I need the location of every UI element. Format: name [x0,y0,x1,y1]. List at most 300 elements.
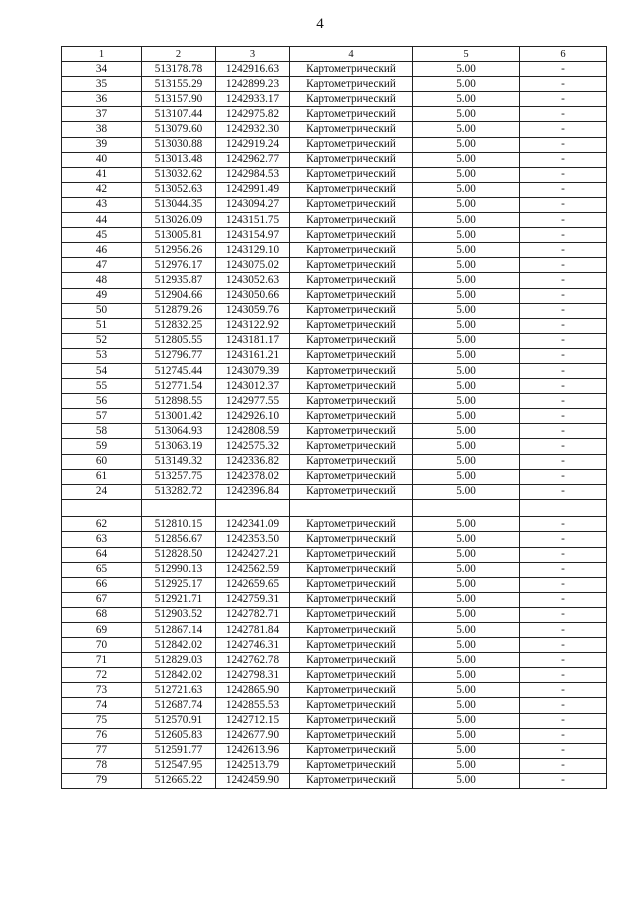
table-row [62,137,607,152]
accuracy-cell: 5.00 [413,758,520,773]
x-coordinate-cell: 513155.29 [142,77,216,92]
point-number-cell: 77 [62,743,142,758]
accuracy-cell: 5.00 [413,62,520,77]
y-coordinate-cell: 1243079.39 [216,363,290,378]
x-coordinate-cell: 513032.62 [142,167,216,182]
method-cell: Картометрический [290,318,413,333]
y-coordinate-cell: 1242855.53 [216,698,290,713]
table-row [62,77,607,92]
x-coordinate-cell: 513030.88 [142,137,216,152]
x-coordinate-cell: 512898.55 [142,394,216,409]
table-row [62,653,607,668]
note-cell: - [520,728,607,743]
point-number-cell: 61 [62,469,142,484]
x-coordinate-cell: 512904.66 [142,288,216,303]
accuracy-cell: 5.00 [413,424,520,439]
method-cell: Картометрический [290,152,413,167]
y-coordinate-cell: 1242562.59 [216,562,290,577]
method-cell: Картометрический [290,258,413,273]
table-row [62,698,607,713]
table-row [62,424,607,439]
method-cell: Картометрический [290,562,413,577]
accuracy-cell: 5.00 [413,77,520,92]
accuracy-cell: 5.00 [413,698,520,713]
note-cell: - [520,773,607,788]
point-number-cell: 39 [62,137,142,152]
method-cell: Картометрический [290,638,413,653]
method-cell: Картометрический [290,348,413,363]
note-cell: - [520,197,607,212]
note-cell: - [520,182,607,197]
x-coordinate-cell: 512935.87 [142,273,216,288]
accuracy-cell: 5.00 [413,333,520,348]
y-coordinate-cell: 1242919.24 [216,137,290,152]
y-coordinate-cell: 1242865.90 [216,683,290,698]
table-row [62,758,607,773]
point-number-cell: 36 [62,92,142,107]
x-coordinate-cell: 512796.77 [142,348,216,363]
accuracy-cell: 5.00 [413,167,520,182]
y-coordinate-cell: 1243012.37 [216,379,290,394]
accuracy-cell: 5.00 [413,532,520,547]
table-row [62,303,607,318]
method-cell: Картометрический [290,363,413,378]
x-coordinate-cell: 513107.44 [142,107,216,122]
note-cell: - [520,607,607,622]
x-coordinate-cell: 512842.02 [142,668,216,683]
table-row [62,152,607,167]
x-coordinate-cell: 512605.83 [142,728,216,743]
accuracy-cell: 5.00 [413,638,520,653]
accuracy-cell: 5.00 [413,213,520,228]
note-cell: - [520,228,607,243]
x-coordinate-cell: 512903.52 [142,607,216,622]
note-cell: - [520,743,607,758]
y-coordinate-cell: 1242513.79 [216,758,290,773]
y-coordinate-cell: 1242798.31 [216,668,290,683]
method-cell: Картометрический [290,107,413,122]
point-number-cell: 24 [62,484,142,499]
table-row [62,243,607,258]
point-number-cell: 46 [62,243,142,258]
point-number-cell: 79 [62,773,142,788]
accuracy-cell: 5.00 [413,182,520,197]
table-row [62,273,607,288]
accuracy-cell [413,499,520,517]
point-number-cell: 73 [62,683,142,698]
note-cell [520,499,607,517]
y-coordinate-cell: 1242378.02 [216,469,290,484]
table-row [62,547,607,562]
note-cell: - [520,424,607,439]
note-cell: - [520,348,607,363]
table-row [62,638,607,653]
method-cell: Картометрический [290,213,413,228]
x-coordinate-cell: 512842.02 [142,638,216,653]
accuracy-cell: 5.00 [413,122,520,137]
note-cell: - [520,288,607,303]
note-cell: - [520,318,607,333]
point-number-cell: 65 [62,562,142,577]
y-coordinate-cell: 1242933.17 [216,92,290,107]
method-cell: Картометрический [290,197,413,212]
x-coordinate-cell: 512990.13 [142,562,216,577]
column-header-5: 5 [413,47,520,62]
y-coordinate-cell: 1242353.50 [216,532,290,547]
column-header-4: 4 [290,47,413,62]
y-coordinate-cell: 1242916.63 [216,62,290,77]
point-number-cell: 63 [62,532,142,547]
y-coordinate-cell: 1242975.82 [216,107,290,122]
accuracy-cell: 5.00 [413,773,520,788]
accuracy-cell: 5.00 [413,228,520,243]
method-cell: Картометрический [290,743,413,758]
y-coordinate-cell: 1242746.31 [216,638,290,653]
table-row [62,228,607,243]
table-header [62,47,607,62]
x-coordinate-cell: 512805.55 [142,333,216,348]
point-number-cell: 48 [62,273,142,288]
table-row [62,484,607,499]
x-coordinate-cell: 513079.60 [142,122,216,137]
method-cell: Картометрический [290,228,413,243]
note-cell: - [520,62,607,77]
column-header-1: 1 [62,47,142,62]
table-row [62,258,607,273]
x-coordinate-cell: 512810.15 [142,517,216,532]
note-cell: - [520,547,607,562]
method-cell: Картометрический [290,547,413,562]
point-number-cell: 51 [62,318,142,333]
method-cell [290,499,413,517]
point-number-cell [62,499,142,517]
method-cell: Картометрический [290,728,413,743]
point-number-cell: 71 [62,653,142,668]
note-cell: - [520,454,607,469]
accuracy-cell: 5.00 [413,273,520,288]
point-number-cell: 43 [62,197,142,212]
point-number-cell: 37 [62,107,142,122]
y-coordinate-cell: 1243154.97 [216,228,290,243]
note-cell: - [520,303,607,318]
column-header-2: 2 [142,47,216,62]
point-number-cell: 53 [62,348,142,363]
point-number-cell: 62 [62,517,142,532]
method-cell: Картометрический [290,243,413,258]
method-cell: Картометрический [290,409,413,424]
note-cell: - [520,333,607,348]
table-row [62,683,607,698]
method-cell: Картометрический [290,92,413,107]
table-row [62,517,607,532]
accuracy-cell: 5.00 [413,607,520,622]
y-coordinate-cell: 1242712.15 [216,713,290,728]
x-coordinate-cell: 512829.03 [142,653,216,668]
method-cell: Картометрический [290,773,413,788]
accuracy-cell: 5.00 [413,363,520,378]
accuracy-cell: 5.00 [413,668,520,683]
method-cell: Картометрический [290,62,413,77]
point-number-cell: 38 [62,122,142,137]
y-coordinate-cell: 1242336.82 [216,454,290,469]
x-coordinate-cell: 512665.22 [142,773,216,788]
table-row [62,562,607,577]
method-cell: Картометрический [290,424,413,439]
table-row [62,499,607,517]
x-coordinate-cell: 512921.71 [142,592,216,607]
note-cell: - [520,698,607,713]
x-coordinate-cell: 512687.74 [142,698,216,713]
method-cell: Картометрический [290,273,413,288]
y-coordinate-cell: 1242459.90 [216,773,290,788]
accuracy-cell: 5.00 [413,592,520,607]
accuracy-cell: 5.00 [413,152,520,167]
y-coordinate-cell: 1243151.75 [216,213,290,228]
y-coordinate-cell: 1243052.63 [216,273,290,288]
accuracy-cell: 5.00 [413,547,520,562]
x-coordinate-cell: 512879.26 [142,303,216,318]
note-cell: - [520,243,607,258]
table-row [62,379,607,394]
point-number-cell: 34 [62,62,142,77]
method-cell: Картометрический [290,668,413,683]
y-coordinate-cell: 1242659.65 [216,577,290,592]
point-number-cell: 54 [62,363,142,378]
y-coordinate-cell: 1242782.71 [216,607,290,622]
table-body [62,62,607,789]
note-cell: - [520,152,607,167]
note-cell: - [520,167,607,182]
x-coordinate-cell: 513001.42 [142,409,216,424]
method-cell: Картометрический [290,622,413,637]
table-row [62,288,607,303]
y-coordinate-cell: 1242762.78 [216,653,290,668]
accuracy-cell: 5.00 [413,379,520,394]
point-number-cell: 57 [62,409,142,424]
accuracy-cell: 5.00 [413,394,520,409]
method-cell: Картометрический [290,182,413,197]
x-coordinate-cell: 512570.91 [142,713,216,728]
note-cell: - [520,107,607,122]
table-row [62,607,607,622]
y-coordinate-cell: 1242991.49 [216,182,290,197]
note-cell: - [520,363,607,378]
point-number-cell: 60 [62,454,142,469]
point-number-cell: 45 [62,228,142,243]
table-row [62,197,607,212]
note-cell: - [520,532,607,547]
y-coordinate-cell: 1242984.53 [216,167,290,182]
header-row [62,47,607,62]
x-coordinate-cell: 513149.32 [142,454,216,469]
y-coordinate-cell: 1243122.92 [216,318,290,333]
x-coordinate-cell: 513052.63 [142,182,216,197]
accuracy-cell: 5.00 [413,197,520,212]
note-cell: - [520,92,607,107]
column-header-3: 3 [216,47,290,62]
accuracy-cell: 5.00 [413,484,520,499]
note-cell: - [520,77,607,92]
accuracy-cell: 5.00 [413,409,520,424]
point-number-cell: 72 [62,668,142,683]
y-coordinate-cell: 1242808.59 [216,424,290,439]
table-row [62,532,607,547]
note-cell: - [520,469,607,484]
method-cell: Картометрический [290,713,413,728]
coordinates-table [61,46,607,789]
x-coordinate-cell: 513013.48 [142,152,216,167]
point-number-cell: 41 [62,167,142,182]
point-number-cell: 44 [62,213,142,228]
method-cell: Картометрический [290,758,413,773]
note-cell: - [520,577,607,592]
y-coordinate-cell: 1242677.90 [216,728,290,743]
accuracy-cell: 5.00 [413,743,520,758]
note-cell: - [520,213,607,228]
note-cell: - [520,683,607,698]
table-row [62,333,607,348]
accuracy-cell: 5.00 [413,318,520,333]
x-coordinate-cell: 512721.63 [142,683,216,698]
accuracy-cell: 5.00 [413,577,520,592]
accuracy-cell: 5.00 [413,92,520,107]
method-cell: Картометрический [290,607,413,622]
column-header-6: 6 [520,47,607,62]
point-number-cell: 35 [62,77,142,92]
point-number-cell: 78 [62,758,142,773]
accuracy-cell: 5.00 [413,137,520,152]
accuracy-cell: 5.00 [413,683,520,698]
method-cell: Картометрический [290,394,413,409]
point-number-cell: 42 [62,182,142,197]
x-coordinate-cell: 512976.17 [142,258,216,273]
point-number-cell: 67 [62,592,142,607]
note-cell: - [520,122,607,137]
y-coordinate-cell: 1243075.02 [216,258,290,273]
table-row [62,348,607,363]
point-number-cell: 64 [62,547,142,562]
note-cell: - [520,439,607,454]
x-coordinate-cell: 513063.19 [142,439,216,454]
note-cell: - [520,379,607,394]
table-row [62,182,607,197]
accuracy-cell: 5.00 [413,622,520,637]
y-coordinate-cell: 1243050.66 [216,288,290,303]
accuracy-cell: 5.00 [413,439,520,454]
x-coordinate-cell: 512832.25 [142,318,216,333]
accuracy-cell: 5.00 [413,653,520,668]
accuracy-cell: 5.00 [413,562,520,577]
table-row [62,107,607,122]
x-coordinate-cell: 513178.78 [142,62,216,77]
accuracy-cell: 5.00 [413,288,520,303]
y-coordinate-cell: 1243181.17 [216,333,290,348]
table-row [62,394,607,409]
y-coordinate-cell: 1243129.10 [216,243,290,258]
point-number-cell: 50 [62,303,142,318]
table-row [62,773,607,788]
point-number-cell: 59 [62,439,142,454]
y-coordinate-cell: 1242396.84 [216,484,290,499]
note-cell: - [520,653,607,668]
table-row [62,363,607,378]
x-coordinate-cell [142,499,216,517]
y-coordinate-cell: 1242932.30 [216,122,290,137]
accuracy-cell: 5.00 [413,728,520,743]
method-cell: Картометрический [290,137,413,152]
table-row [62,668,607,683]
table-row [62,213,607,228]
x-coordinate-cell: 513257.75 [142,469,216,484]
table-row [62,62,607,77]
x-coordinate-cell: 512828.50 [142,547,216,562]
note-cell: - [520,484,607,499]
point-number-cell: 47 [62,258,142,273]
method-cell: Картометрический [290,379,413,394]
y-coordinate-cell: 1242759.31 [216,592,290,607]
point-number-cell: 68 [62,607,142,622]
method-cell: Картометрический [290,532,413,547]
y-coordinate-cell: 1243094.27 [216,197,290,212]
method-cell: Картометрический [290,167,413,182]
table-row [62,92,607,107]
x-coordinate-cell: 513044.35 [142,197,216,212]
accuracy-cell: 5.00 [413,303,520,318]
method-cell: Картометрический [290,439,413,454]
point-number-cell: 56 [62,394,142,409]
note-cell: - [520,638,607,653]
method-cell: Картометрический [290,469,413,484]
table-row [62,318,607,333]
point-number-cell: 55 [62,379,142,394]
point-number-cell: 75 [62,713,142,728]
y-coordinate-cell [216,499,290,517]
method-cell: Картометрический [290,288,413,303]
accuracy-cell: 5.00 [413,107,520,122]
accuracy-cell: 5.00 [413,454,520,469]
table-row [62,743,607,758]
x-coordinate-cell: 512547.95 [142,758,216,773]
x-coordinate-cell: 512745.44 [142,363,216,378]
y-coordinate-cell: 1242613.96 [216,743,290,758]
point-number-cell: 49 [62,288,142,303]
y-coordinate-cell: 1242341.09 [216,517,290,532]
accuracy-cell: 5.00 [413,469,520,484]
point-number-cell: 40 [62,152,142,167]
accuracy-cell: 5.00 [413,243,520,258]
x-coordinate-cell: 513157.90 [142,92,216,107]
y-coordinate-cell: 1243161.21 [216,348,290,363]
method-cell: Картометрический [290,484,413,499]
table-row [62,469,607,484]
y-coordinate-cell: 1242899.23 [216,77,290,92]
x-coordinate-cell: 512856.67 [142,532,216,547]
x-coordinate-cell: 513282.72 [142,484,216,499]
method-cell: Картометрический [290,698,413,713]
point-number-cell: 70 [62,638,142,653]
method-cell: Картометрический [290,517,413,532]
x-coordinate-cell: 512867.14 [142,622,216,637]
table-row [62,167,607,182]
method-cell: Картометрический [290,454,413,469]
y-coordinate-cell: 1242427.21 [216,547,290,562]
note-cell: - [520,758,607,773]
table-row [62,622,607,637]
table-row [62,577,607,592]
point-number-cell: 66 [62,577,142,592]
note-cell: - [520,592,607,607]
accuracy-cell: 5.00 [413,713,520,728]
